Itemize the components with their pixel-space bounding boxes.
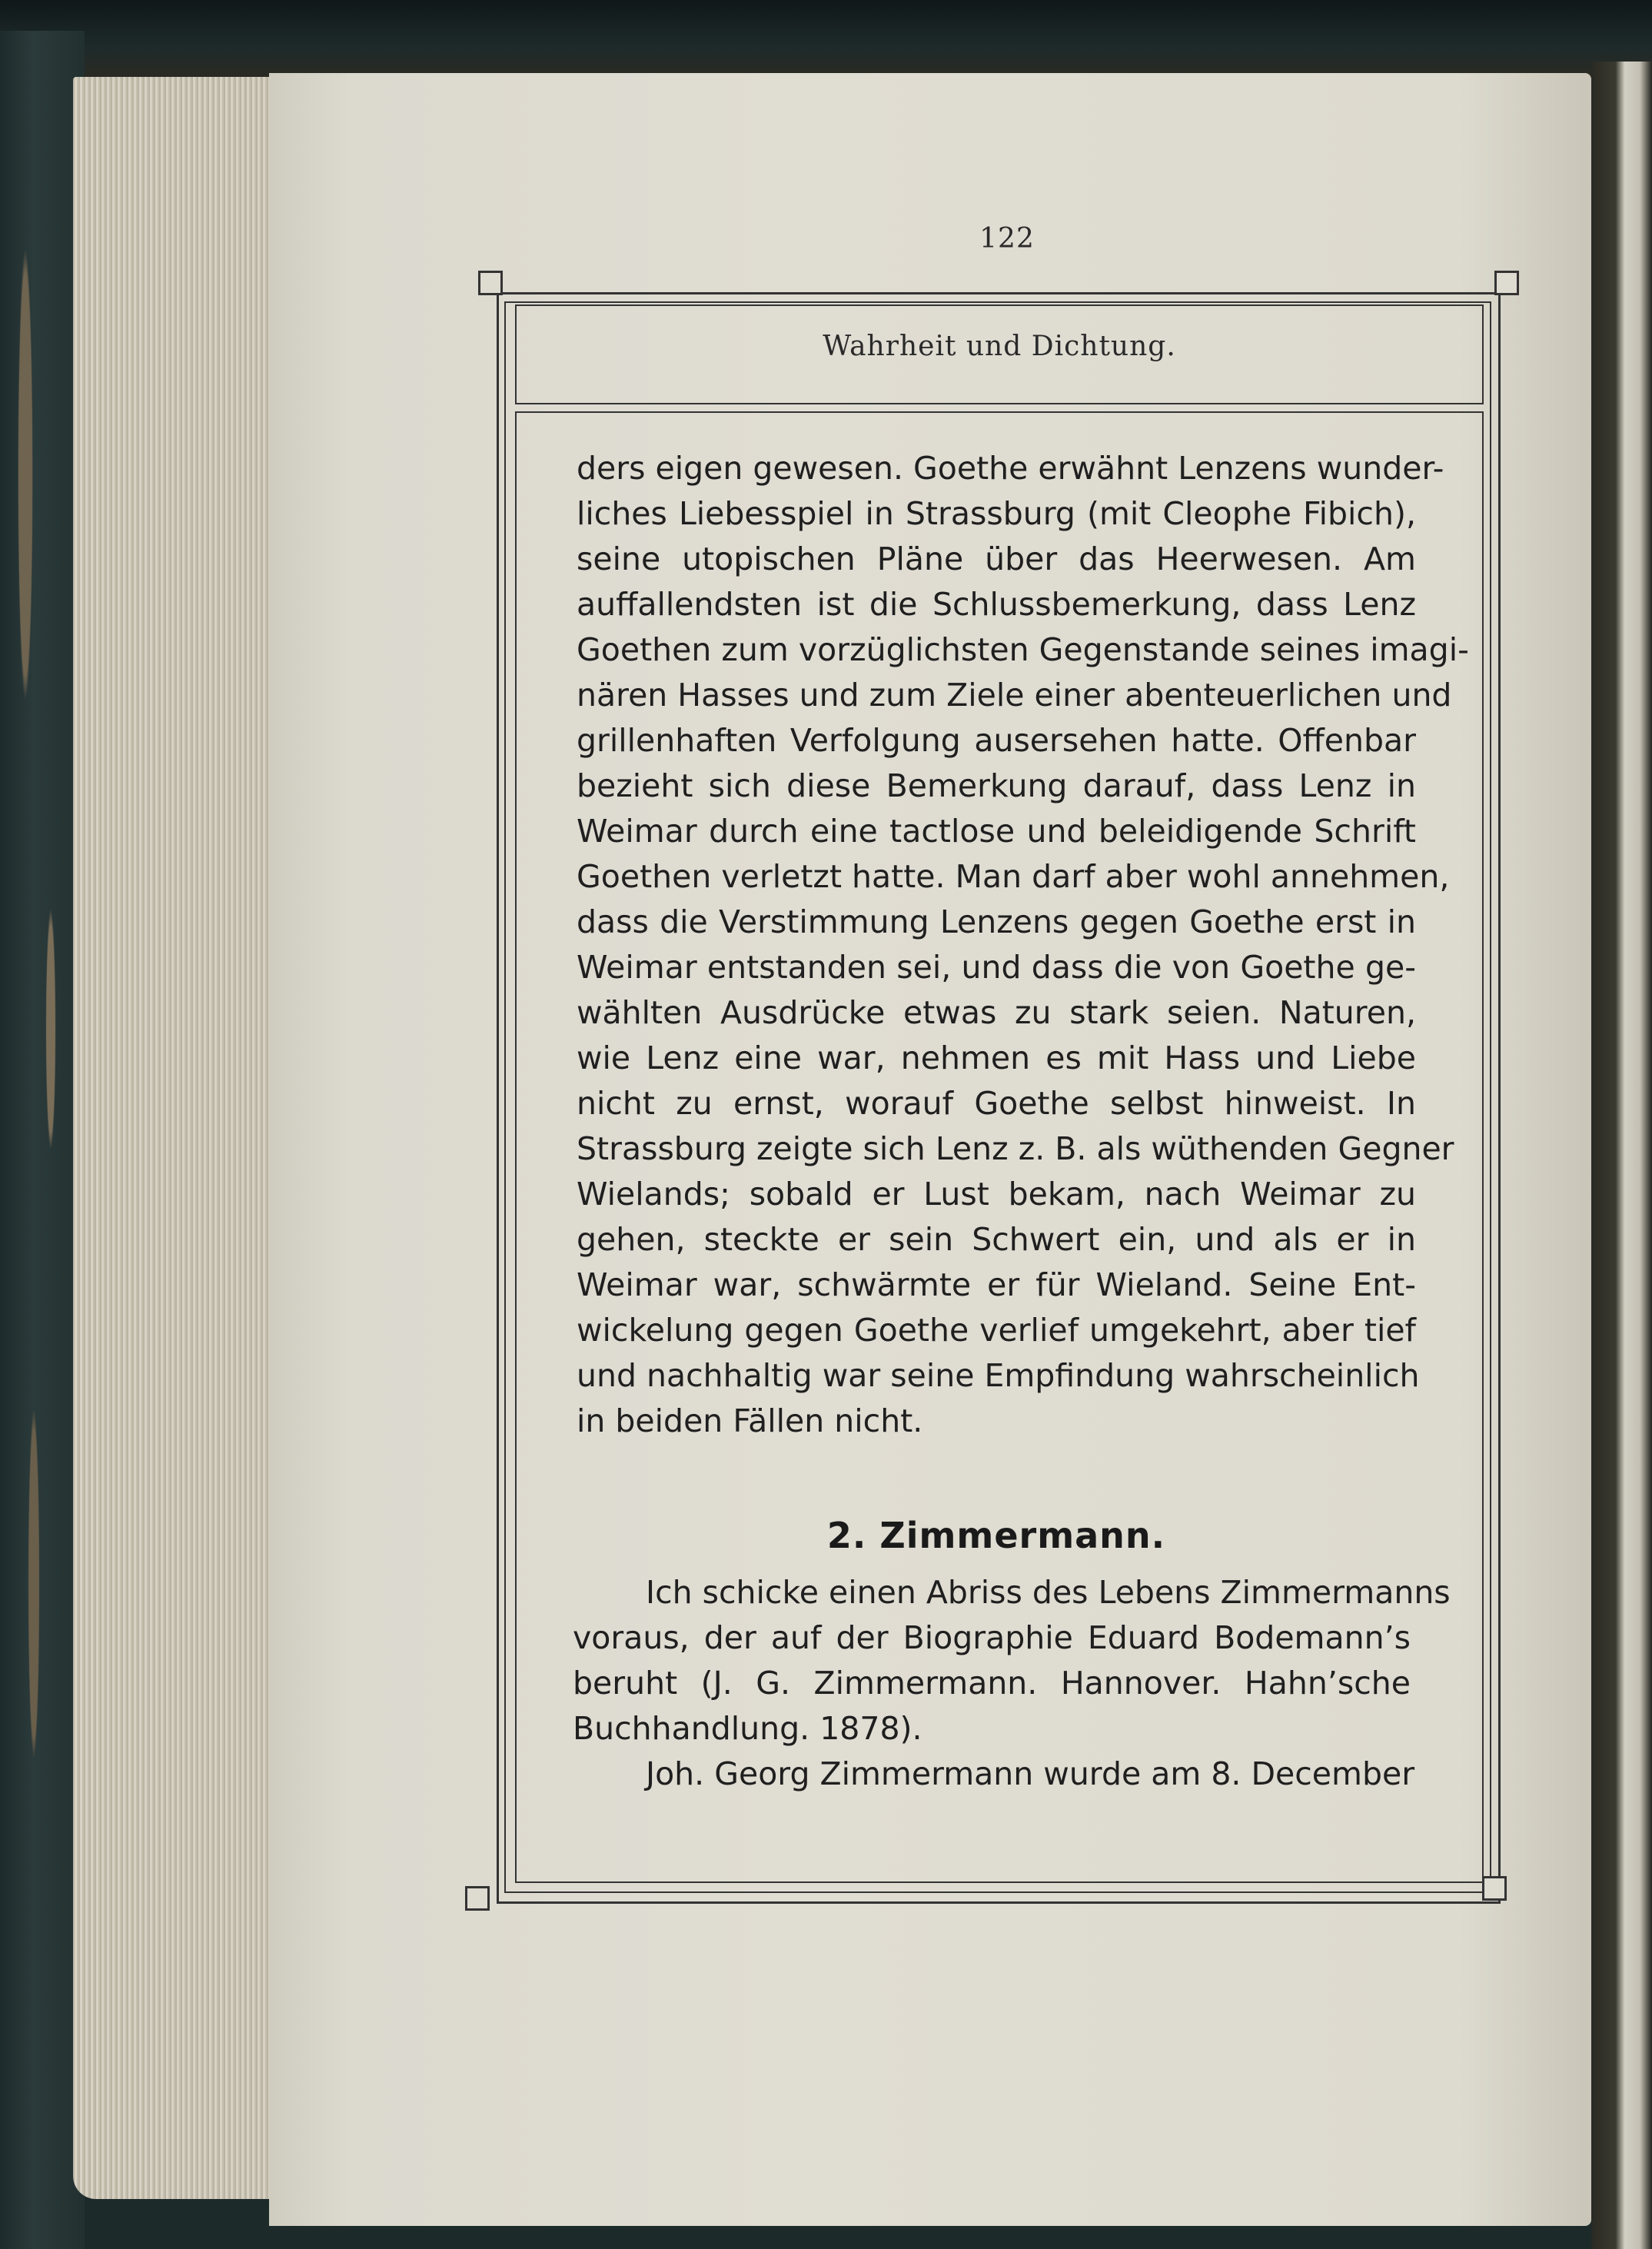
text-line: Weimar entstanden sei, und dass die von Goethe ge- bbox=[577, 949, 1416, 986]
text-line: wählten Ausdrücke etwas zu stark seien. Naturen, bbox=[577, 994, 1416, 1031]
running-head: Wahrheit und Dichtung. bbox=[823, 331, 1176, 362]
section-paragraph bbox=[573, 1570, 1451, 1797]
body-paragraph bbox=[577, 446, 1469, 1444]
text-line: wickelung gegen Goethe verlief umgekehrt, aber tief bbox=[577, 1312, 1416, 1349]
text-line: Strassburg zeigte sich Lenz z. B. als wüthenden Gegner bbox=[577, 1130, 1454, 1167]
text-line: und nachhaltig war seine Empfindung wahrscheinlich bbox=[577, 1357, 1420, 1394]
frame-corner-bottom-left bbox=[465, 1886, 490, 1911]
text-line: Goethen zum vorzüglichsten Gegenstande seines imagi- bbox=[577, 631, 1469, 668]
text-line: grillenhaften Verfolgung ausersehen hatte. Offenbar bbox=[577, 722, 1416, 759]
text-line: Joh. Georg Zimmermann wurde am 8. December bbox=[646, 1755, 1415, 1792]
text-line: dass die Verstimmung Lenzens gegen Goethe erst in bbox=[577, 903, 1416, 940]
text-line: beruht (J. G. Zimmermann. Hannover. Hahn’sche bbox=[573, 1665, 1411, 1702]
text-line: nicht zu ernst, worauf Goethe selbst hinweist. In bbox=[577, 1085, 1416, 1122]
text-line: nären Hasses und zum Ziele einer abenteuerlichen und bbox=[577, 677, 1452, 714]
text-line: voraus, der auf der Biographie Eduard Bodemann’s bbox=[573, 1619, 1411, 1656]
section-heading: 2. Zimmermann. bbox=[826, 1515, 1166, 1556]
text-line: Goethen verletzt hatte. Man darf aber wohl annehmen, bbox=[577, 858, 1450, 895]
text-line: Ich schicke einen Abriss des Lebens Zimmermanns bbox=[646, 1574, 1451, 1611]
text-line: ders eigen gewesen. Goethe erwähnt Lenzens wunder- bbox=[577, 450, 1444, 487]
text-line: Wielands; sobald er Lust bekam, nach Weimar zu bbox=[577, 1176, 1416, 1213]
text-line: gehen, steckte er sein Schwert ein, und als er in bbox=[577, 1221, 1416, 1258]
text-line: bezieht sich diese Bemerkung darauf, dass Lenz in bbox=[577, 767, 1416, 804]
text-line: Weimar war, schwärmte er für Wieland. Seine Ent- bbox=[577, 1266, 1416, 1303]
text-line: Buchhandlung. 1878). bbox=[573, 1710, 922, 1747]
frame-corner-top-right bbox=[1494, 271, 1519, 295]
book-cover-top bbox=[0, 0, 1652, 81]
text-line: wie Lenz eine war, nehmen es mit Hass und Liebe bbox=[577, 1040, 1416, 1076]
marbled-cover bbox=[0, 31, 85, 2249]
page-number: 122 bbox=[979, 223, 1035, 255]
text-line: liches Liebesspiel in Strassburg (mit Cleophe Fibich), bbox=[577, 495, 1416, 532]
frame-corner-top-left bbox=[478, 271, 503, 295]
frame-corner-bottom-right bbox=[1482, 1876, 1507, 1901]
text-line: seine utopischen Pläne über das Heerwesen. Am bbox=[577, 541, 1416, 577]
text-line: auffallendsten ist die Schlussbemerkung, dass Lenz bbox=[577, 586, 1416, 623]
facing-page-edge bbox=[1591, 62, 1652, 2249]
page-edges bbox=[73, 77, 273, 2199]
text-line: in beiden Fällen nicht. bbox=[577, 1402, 923, 1439]
text-line: Weimar durch eine tactlose und beleidigende Schrift bbox=[577, 813, 1416, 850]
